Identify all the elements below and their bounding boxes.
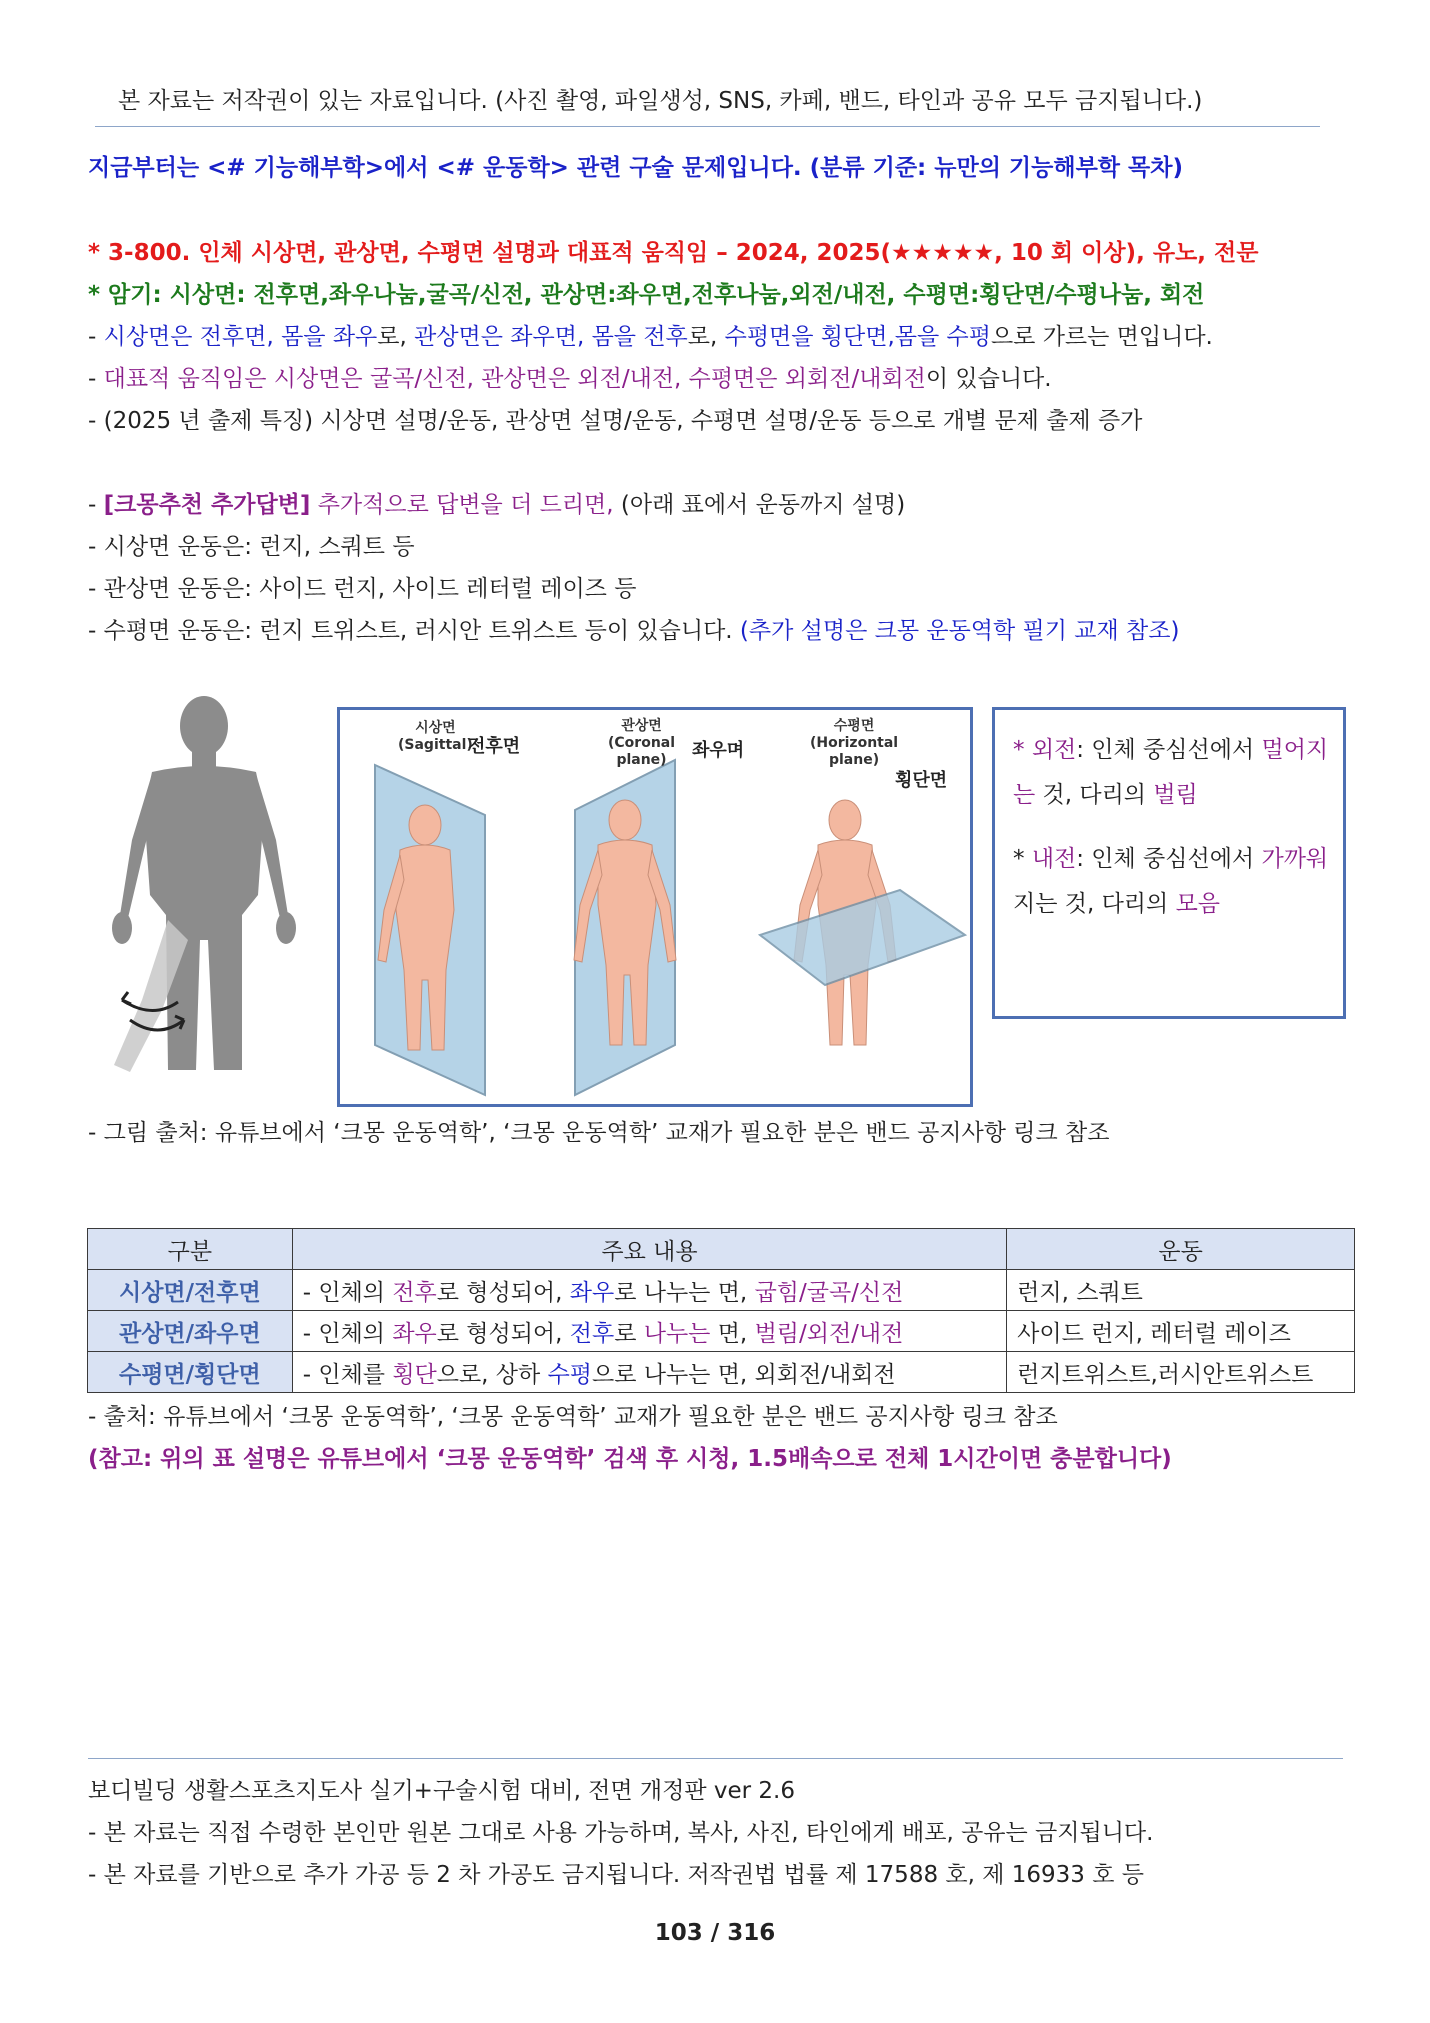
extra-horizontal bbox=[88, 616, 1179, 646]
body-planes-figure bbox=[337, 707, 973, 1107]
table-header: 구분 bbox=[88, 1229, 293, 1270]
answer-line-2 bbox=[88, 364, 1052, 394]
text-fragment: 으로 가르는 면입니다. bbox=[990, 324, 1213, 350]
extra-tag: [크몽추천 추가답변] bbox=[103, 492, 311, 518]
question-title-main: * 3-800. 인체 시상면, 관상면, 수평면 설명과 대표적 움직임 – 2024, 2025( bbox=[88, 240, 892, 266]
row-label: 관상면/좌우면 bbox=[88, 1311, 293, 1352]
importance-stars: ★★★★★ bbox=[891, 240, 995, 266]
text-fragment: 벌림 bbox=[1153, 782, 1198, 808]
footer-line-2: - 본 자료를 기반으로 추가 가공 등 2 차 가공도 금지됩니다. 저작권법 법률 제 17588 호, 제 16933 호 등 bbox=[88, 1862, 1144, 1888]
text-fragment: 지는 것, 다리의 bbox=[1013, 891, 1176, 917]
abduction-adduction-note bbox=[992, 707, 1346, 1019]
dash: - bbox=[88, 366, 104, 392]
row-label: 수평면/횡단면 bbox=[88, 1352, 293, 1393]
row-exercise: 런지트위스트,러시안트위스트 bbox=[1007, 1352, 1355, 1393]
row-content: - 인체를 횡단으로, 상하 수평으로 나누는 면, 외회전/내회전 bbox=[292, 1352, 1006, 1393]
header-divider bbox=[95, 126, 1320, 127]
horizontal-label-ko: 횡단면 bbox=[895, 770, 948, 791]
copyright-notice: 본 자료는 저작권이 있는 자료입니다. (사진 촬영, 파일생성, SNS, 카페, 밴드, 타인과 공유 모두 금지됩니다.) bbox=[118, 88, 1203, 114]
extra-paren: (아래 표에서 운동까지 설명) bbox=[613, 492, 906, 518]
text-fragment: 가 bbox=[1261, 846, 1284, 872]
mnemonic-line: * 암기: 시상면: 전후면,좌우나눔,굴곡/신전, 관상면:좌우면,전후나눔,외전/내전, 수평면:횡단면/수평나눔, 회전 bbox=[88, 282, 1205, 308]
answer-line-3: - (2025 년 출제 특징) 시상면 설명/운동, 관상면 설명/운동, 수평면 설명/운동 등으로 개별 문제 출제 증가 bbox=[88, 408, 1143, 434]
page-number: 103 / 316 bbox=[654, 1920, 776, 1946]
text-fragment: 멀 bbox=[1261, 737, 1284, 763]
extra-horizontal-main: - 수평면 운동은: 런지 트위스트, 러시안 트위스트 등이 있습니다. bbox=[88, 618, 733, 644]
dash: - bbox=[88, 492, 104, 518]
sagittal-label-en: 시상면 (Sagittal) bbox=[398, 720, 473, 753]
table-source: - 출처: 유튜브에서 ‘크몽 운동역학’, ‘크몽 운동역학’ 교재가 필요한 분은 밴드 공지사항 링크 참조 bbox=[88, 1404, 1058, 1430]
figure-source: - 그림 출처: 유튜브에서 ‘크몽 운동역학’, ‘크몽 운동역학’ 교재가 필요한 분은 밴드 공지사항 링크 참조 bbox=[88, 1120, 1110, 1146]
sagittal-desc: 시상면은 전후면, 몸을 좌우 bbox=[103, 324, 378, 350]
extra-lead: 추가적으로 답변을 더 드리면, bbox=[310, 492, 614, 518]
table-header: 주요 내용 bbox=[292, 1229, 1006, 1270]
planes-illustration bbox=[340, 710, 970, 1104]
text-fragment: 모음 bbox=[1175, 891, 1220, 917]
horizontal-label-en: 수평면 (Horizontal plane) bbox=[810, 718, 899, 768]
planes-table bbox=[87, 1228, 1355, 1393]
bullet: * bbox=[1013, 737, 1032, 763]
abduction-note bbox=[1013, 728, 1333, 818]
dash: - bbox=[88, 324, 104, 350]
sagittal-label-ko: 전후면 bbox=[468, 736, 521, 757]
row-exercise: 런지, 스쿼트 bbox=[1007, 1270, 1355, 1311]
question-title-tail: , 10 회 이상), 유노, 전문 bbox=[994, 240, 1259, 266]
reference-note: (참고: 위의 표 설명은 유튜브에서 ‘크몽 운동역학’ 검색 후 시청, 1.5배속으로 전체 1시간이면 충분합니다) bbox=[88, 1446, 1172, 1472]
row-exercise: 사이드 런지, 레터럴 레이즈 bbox=[1007, 1311, 1355, 1352]
text-fragment: 로, bbox=[377, 324, 415, 350]
text-fragment: 이 있습니다. bbox=[925, 366, 1052, 392]
movements-desc: 대표적 움직임은 시상면은 굴곡/신전, 관상면은 외전/내전, 수평면은 외회전/내회전 bbox=[103, 366, 926, 392]
question-title bbox=[88, 238, 1258, 268]
text-fragment: : 인체 중심선에서 bbox=[1076, 846, 1262, 872]
abduction-silhouette bbox=[92, 690, 327, 1080]
text-fragment: 까워 bbox=[1283, 846, 1329, 872]
text-fragment: : 인체 중심선에서 bbox=[1076, 737, 1262, 763]
table-row bbox=[88, 1270, 1355, 1311]
extra-horizontal-note: (추가 설명은 크몽 운동역학 필기 교재 참조) bbox=[732, 618, 1180, 644]
answer-line-1 bbox=[88, 322, 1213, 352]
footer-line-1: - 본 자료는 직접 수령한 본인만 원본 그대로 사용 가능하며, 복사, 사진, 타인에게 배포, 공유는 금지됩니다. bbox=[88, 1820, 1154, 1846]
table-row bbox=[88, 1352, 1355, 1393]
row-content: - 인체의 전후로 형성되어, 좌우로 나누는 면, 굽힘/굴곡/신전 bbox=[292, 1270, 1006, 1311]
extra-sagittal: - 시상면 운동은: 런지, 스쿼트 등 bbox=[88, 534, 415, 560]
extra-coronal: - 관상면 운동은: 사이드 런지, 사이드 레터럴 레이즈 등 bbox=[88, 576, 637, 602]
coronal-label-ko: 좌우며 bbox=[692, 740, 745, 761]
text-fragment: 어지는 bbox=[1013, 737, 1329, 808]
coronal-label-en: 관상면 (Coronal plane) bbox=[608, 718, 676, 768]
row-content: - 인체의 좌우로 형성되어, 전후로 나누는 면, 벌림/외전/내전 bbox=[292, 1311, 1006, 1352]
row-label: 시상면/전후면 bbox=[88, 1270, 293, 1311]
coronal-desc: 관상면은 좌우면, 몸을 전후 bbox=[414, 324, 688, 350]
table-header: 운동 bbox=[1007, 1229, 1355, 1270]
abduction-figure bbox=[92, 690, 327, 1080]
extra-answer-line bbox=[88, 490, 905, 520]
text-fragment: 것, 다리의 bbox=[1035, 782, 1154, 808]
table-header-row bbox=[88, 1229, 1355, 1270]
abduction-term: 외전 bbox=[1031, 737, 1077, 763]
intro-line: 지금부터는 <# 기능해부학>에서 <# 운동학> 관련 구술 문제입니다. (분류 기준: 뉴만의 기능해부학 목차) bbox=[88, 155, 1183, 181]
horizontal-desc: 수평면을 횡단면,몸을 수평 bbox=[724, 324, 991, 350]
footer-divider bbox=[88, 1758, 1343, 1759]
adduction-note bbox=[1013, 837, 1333, 927]
footer-title: 보디빌딩 생활스포츠지도사 실기+구술시험 대비, 전면 개정판 ver 2.6 bbox=[88, 1778, 796, 1804]
text-fragment: 로, bbox=[687, 324, 725, 350]
adduction-term: 내전 bbox=[1031, 846, 1077, 872]
table-row bbox=[88, 1311, 1355, 1352]
bullet: * bbox=[1013, 846, 1032, 872]
